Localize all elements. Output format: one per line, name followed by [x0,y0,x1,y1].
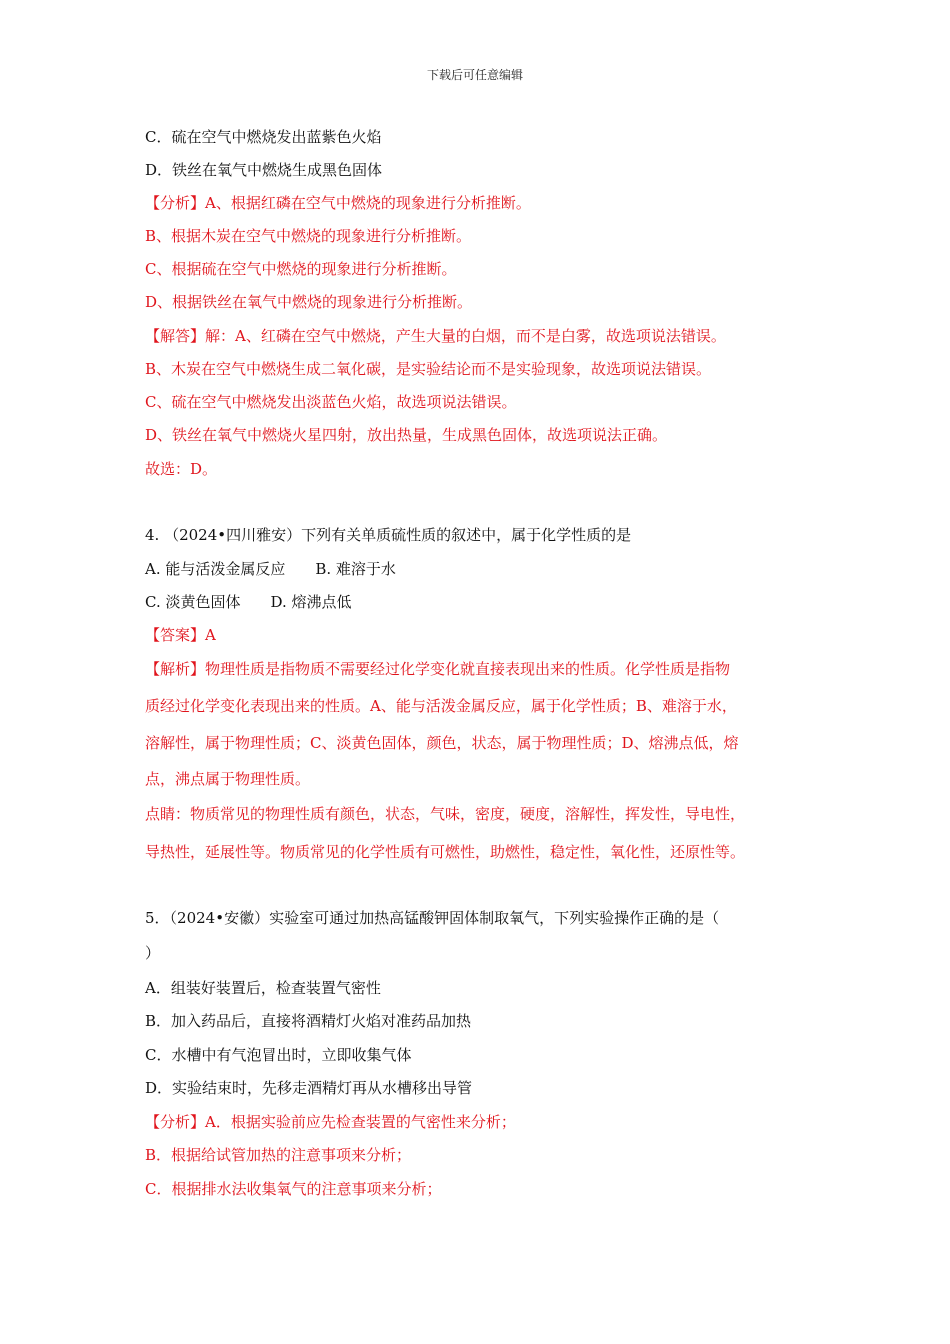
q5-stem-close: ） [145,944,161,962]
q5-analysis-line: 【分析】A．根据实验前应先检查装置的气密性来分析； [145,1113,516,1131]
q4-option-d: D. 熔沸点低 [270,593,352,611]
q4-option-b: B. 难溶于水 [315,560,396,578]
q3-analysis-line: B、根据木炭在空气中燃烧的现象进行分析推断。 [145,227,472,245]
q4-explanation-line: 【解析】物理性质是指物质不需要经过化学变化就直接表现出来的性质。化学性质是指物 [145,660,731,678]
q5-option: A．组装好装置后，检查装置气密性 [145,979,381,997]
q4-stem: 4. （2024•四川雅安）下列有关单质硫性质的叙述中，属于化学性质的是 [145,526,632,544]
q3-analysis-line: 【分析】A、根据红磷在空气中燃烧的现象进行分析推断。 [145,194,531,212]
q5-analysis-line: C．根据排水法收集氧气的注意事项来分析； [145,1180,442,1198]
q4-explanation-line: 溶解性，属于物理性质；C、淡黄色固体，颜色，状态，属于物理性质；D、熔沸点低，熔 [145,734,739,752]
q3-option-d: D．铁丝在氧气中燃烧生成黑色固体 [145,161,383,179]
q5-option: C．水槽中有气泡冒出时，立即收集气体 [145,1046,412,1064]
q3-final-answer: 故选：D。 [145,460,218,478]
q4-explanation-line: 点，沸点属于物理性质。 [145,770,311,788]
page-header: 下载后可任意编辑 [426,68,523,82]
q4-answer: 【答案】A [145,626,216,644]
q3-option-c: C．硫在空气中燃烧发出蓝紫色火焰 [145,128,382,146]
q5-option: B．加入药品后，直接将酒精灯火焰对准药品加热 [145,1012,472,1030]
q3-solution-line: B、木炭在空气中燃烧生成二氧化碳，是实验结论而不是实验现象，故选项说法错误。 [145,360,712,378]
q4-option-a: A. 能与活泼金属反应 [145,560,286,578]
q3-analysis-line: C、根据硫在空气中燃烧的现象进行分析推断。 [145,260,457,278]
q4-tip-line: 导热性，延展性等。物质常见的化学性质有可燃性，助燃性，稳定性，氧化性，还原性等。 [145,843,746,861]
q4-options-row-2 [145,592,352,612]
q4-explanation-line: 质经过化学变化表现出来的性质。A、能与活泼金属反应，属于化学性质；B、难溶于水， [145,697,737,715]
q3-solution-line: D、铁丝在氧气中燃烧火星四射，放出热量，生成黑色固体，故选项说法正确。 [145,426,668,444]
q3-analysis-line: D、根据铁丝在氧气中燃烧的现象进行分析推断。 [145,293,473,311]
q3-solution-line: C、硫在空气中燃烧发出淡蓝色火焰，故选项说法错误。 [145,393,517,411]
q5-analysis-line: B．根据给试管加热的注意事项来分析； [145,1146,412,1164]
q3-solution-line: 【解答】解：A、红磷在空气中燃烧，产生大量的白烟，而不是白雾，故选项说法错误。 [145,327,726,345]
q5-option: D．实验结束时，先移走酒精灯再从水槽移出导管 [145,1079,473,1097]
q5-stem: 5．（2024•安徽）实验室可通过加热高锰酸钾固体制取氧气，下列实验操作正确的是（ [145,909,720,927]
q4-options-row-1 [145,559,396,579]
q4-tip-line: 点睛：物质常见的物理性质有颜色，状态，气味，密度，硬度，溶解性，挥发性，导电性， [145,805,746,823]
q4-option-c: C. 淡黄色固体 [145,593,241,611]
